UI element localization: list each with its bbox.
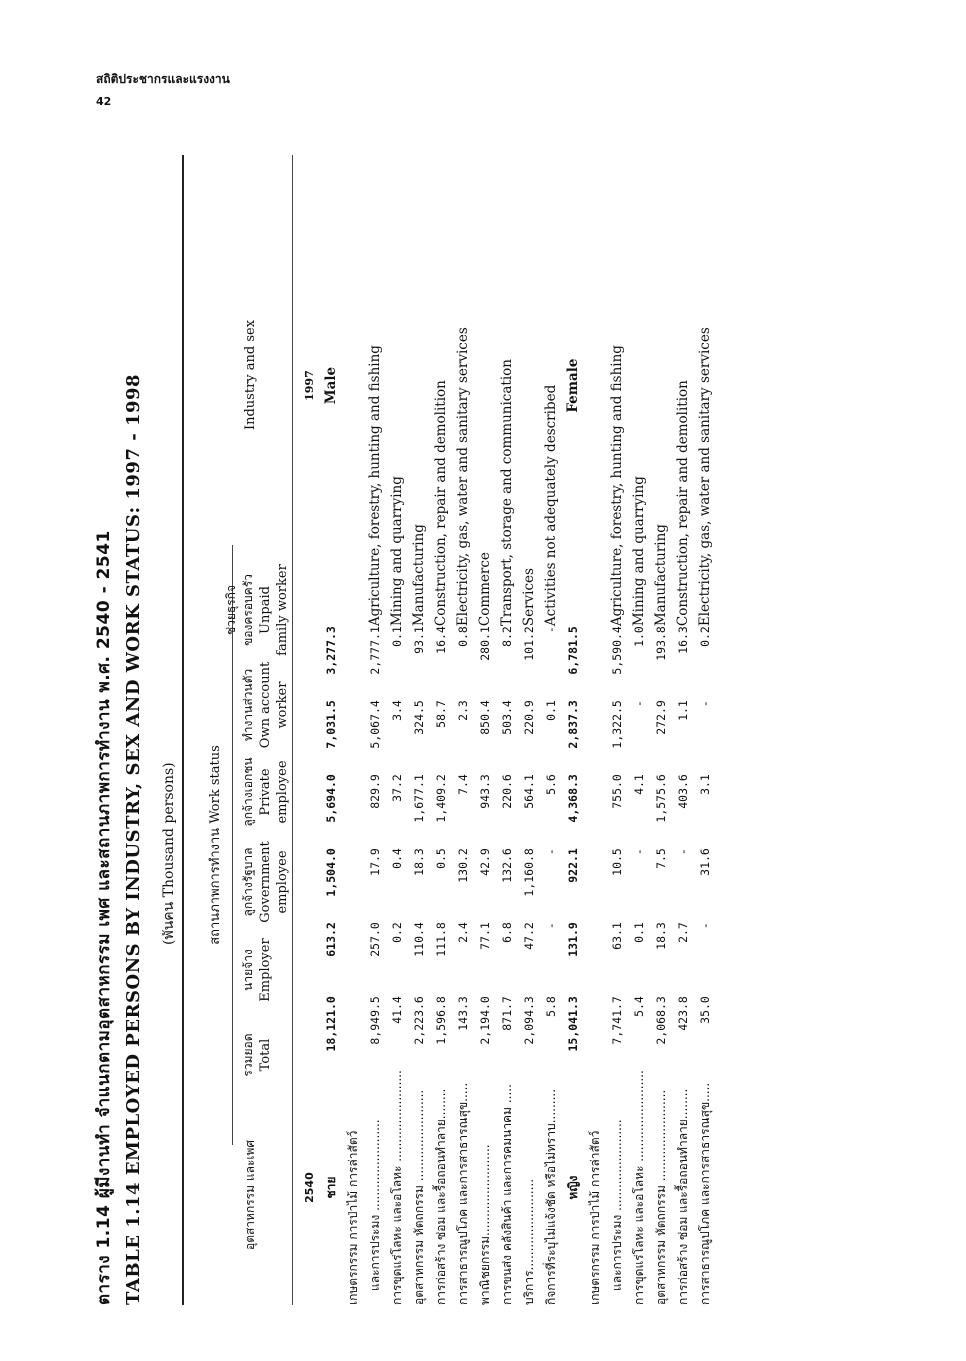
industry-en: Manufacturing — [411, 524, 427, 627]
col-employer: นายจ้าง Employer — [241, 938, 273, 1002]
table-row — [672, 145, 694, 1305]
industry-en: Electricity, gas, water and sanitary services — [697, 327, 713, 627]
value-cell: 17.9 — [368, 848, 382, 876]
female-total-value: 922.1 — [566, 848, 580, 883]
col-government: ลูกจ้างรัฐบาล Government employee — [241, 841, 290, 923]
male-total-value: 5,694.0 — [324, 774, 338, 823]
value-cell: 18.3 — [412, 848, 426, 876]
industry-th: บริการ........................ — [521, 1178, 536, 1305]
industry-en: Activities not adequately described — [543, 384, 559, 627]
value-cell: 1.1 — [676, 700, 690, 721]
value-cell: 132.6 — [500, 848, 514, 883]
industry-en: Construction, repair and demolition — [433, 380, 449, 627]
value-cell: 42.9 — [478, 848, 492, 876]
industry-th: เกษตรกรรม การป่าไม้ การล่าสัตว์ — [345, 1130, 360, 1305]
empty-cell — [342, 922, 364, 996]
value-cell: 3.4 — [390, 700, 404, 721]
value-cell: 6.8 — [500, 922, 514, 943]
value-cell: - — [544, 922, 558, 930]
industry-en: Manufacturing — [653, 524, 669, 627]
value-cell: 16.4 — [434, 626, 448, 654]
value-cell: 4.1 — [632, 774, 646, 795]
empty-cell — [298, 996, 320, 1070]
value-cell: 0.2 — [390, 922, 404, 943]
value-cell: 41.4 — [390, 996, 404, 1024]
value-cell: 101.2 — [522, 626, 536, 661]
table-row — [518, 145, 540, 1305]
table-row — [430, 145, 452, 1305]
year-row — [298, 145, 320, 1305]
value-cell: 18.3 — [654, 922, 668, 950]
industry-th: การขุดแร่โลหะ และอโลหะ ........................ — [389, 1070, 404, 1305]
empty-cell — [584, 996, 606, 1070]
title-thai: ตาราง 1.14 ผู้มีงานทำ จำแนกตามอุตสาหกรรม เพศ และสถานภาพการทำงาน พ.ศ. 2540 - 2541 — [94, 530, 114, 1305]
female-total-value: 131.9 — [566, 922, 580, 957]
value-cell: 77.1 — [478, 922, 492, 950]
value-cell: 0.1 — [390, 626, 404, 647]
industry-en: Mining and quarrying — [631, 476, 647, 627]
value-cell: 37.2 — [390, 774, 404, 802]
table-row — [606, 145, 628, 1305]
female-label-th: หญิง — [565, 1175, 580, 1200]
value-cell: 2,223.6 — [412, 996, 426, 1045]
empty-cell — [298, 626, 320, 700]
value-cell: 423.8 — [676, 996, 690, 1031]
table-row — [496, 145, 518, 1305]
col-private: ลูกจ้างเอกชน Private employee — [241, 757, 290, 827]
table-row — [540, 145, 562, 1305]
col-industry-th: อุตสาหกรรม และเพศ — [243, 1140, 257, 1251]
table-row — [364, 145, 386, 1305]
col-unpaid: ช่วยธุรกิจ ของครอบครัว Unpaid family worker — [224, 564, 290, 656]
value-cell: 871.7 — [500, 996, 514, 1031]
value-cell: 63.1 — [610, 922, 624, 950]
col-industry-en: Industry and sex — [243, 319, 258, 431]
female-label-en: Female — [565, 358, 581, 413]
value-cell: 280.1 — [478, 626, 492, 661]
value-cell: 31.6 — [698, 848, 712, 876]
value-cell: 2,068.3 — [654, 996, 668, 1045]
empty-cell — [584, 700, 606, 774]
empty-cell — [342, 774, 364, 848]
value-cell: 93.1 — [412, 626, 426, 654]
value-cell: 220.6 — [500, 774, 514, 809]
female-total-value: 2,837.3 — [566, 700, 580, 749]
value-cell: - — [544, 848, 558, 856]
industry-en: Commerce — [477, 552, 493, 627]
value-cell: - — [698, 922, 712, 930]
running-head: สถิติประชากรและแรงงาน — [96, 72, 230, 86]
value-cell: 193.8 — [654, 626, 668, 661]
value-cell: - — [676, 848, 690, 856]
value-cell: 2.3 — [456, 700, 470, 721]
header-rule — [292, 155, 293, 1305]
industry-th: การขนส่ง คลังสินค้า และการคมนาคม ..... — [499, 1084, 514, 1305]
male-label-en: Male — [323, 366, 339, 405]
value-cell: 8.2 — [500, 626, 514, 647]
value-cell: 324.5 — [412, 700, 426, 735]
value-cell: 110.4 — [412, 922, 426, 957]
table-title — [90, 155, 144, 1305]
value-cell: 1,575.6 — [654, 774, 668, 823]
value-cell: 5.4 — [632, 996, 646, 1017]
industry-en: Electricity, gas, water and sanitary services — [455, 327, 471, 627]
table-row — [474, 145, 496, 1305]
industry-en: Construction, repair and demolition — [675, 380, 691, 627]
value-cell: 220.9 — [522, 700, 536, 735]
male-total-value: 1,504.0 — [324, 848, 338, 897]
value-cell: 564.1 — [522, 774, 536, 809]
value-cell: 58.7 — [434, 700, 448, 728]
value-cell: 1,322.5 — [610, 700, 624, 749]
top-rule — [182, 155, 184, 1305]
empty-cell — [342, 626, 364, 700]
table-row — [386, 145, 408, 1305]
value-cell: 10.5 — [610, 848, 624, 876]
value-cell: 5,067.4 — [368, 700, 382, 749]
value-cell: 403.6 — [676, 774, 690, 809]
value-cell: 2.4 — [456, 922, 470, 943]
work-status-group-header: สถานภาพการทำงาน Work status — [208, 745, 223, 945]
female-total-value: 15,041.3 — [566, 996, 580, 1052]
value-cell: 1,160.8 — [522, 848, 536, 897]
value-cell: 272.9 — [654, 700, 668, 735]
table-row — [584, 145, 606, 1305]
value-cell: 2,094.3 — [522, 996, 536, 1045]
value-cell: 0.5 — [434, 848, 448, 869]
empty-cell — [584, 774, 606, 848]
industry-th: พาณิชยกรรม........................ — [477, 1144, 492, 1305]
value-cell: 0.4 — [390, 848, 404, 869]
female-total-value: 4,368.3 — [566, 774, 580, 823]
value-cell: 7,741.7 — [610, 996, 624, 1045]
value-cell: 130.2 — [456, 848, 470, 883]
value-cell: 5,590.4 — [610, 626, 624, 675]
page-header — [96, 70, 230, 108]
empty-cell — [584, 626, 606, 700]
female-total-row — [562, 145, 584, 1305]
male-total-value: 7,031.5 — [324, 700, 338, 749]
industry-en: Transport, storage and communication — [499, 359, 515, 627]
value-cell: 755.0 — [610, 774, 624, 809]
male-total-value: 3,277.3 — [324, 626, 338, 675]
value-cell: 0.8 — [456, 626, 470, 647]
page-number: 42 — [96, 95, 112, 108]
year-en: 1997 — [302, 370, 316, 401]
value-cell: 503.4 — [500, 700, 514, 735]
industry-th: การสาธารณูปโภค และการสาธารณสุข..... — [697, 1082, 712, 1305]
value-cell: 5.6 — [544, 774, 558, 795]
value-cell: 2,194.0 — [478, 996, 492, 1045]
empty-cell — [584, 145, 606, 626]
industry-th: อุตสาหกรรม หัตถกรรม ........................ — [653, 1089, 668, 1305]
value-cell: 0.2 — [698, 626, 712, 647]
industry-en: Agriculture, forestry, hunting and fishing — [609, 345, 625, 627]
empty-cell — [298, 774, 320, 848]
value-cell: 1,409.2 — [434, 774, 448, 823]
industry-th: การขุดแร่โลหะ และอโลหะ ........................ — [631, 1070, 646, 1305]
value-cell: 0.1 — [544, 700, 558, 721]
value-cell: 943.3 — [478, 774, 492, 809]
male-total-value: 613.2 — [324, 922, 338, 957]
unit-note: (พันคน Thousand persons) — [161, 762, 177, 945]
empty-cell — [342, 996, 364, 1070]
industry-en: Agriculture, forestry, hunting and fishing — [367, 345, 383, 627]
industry-en: Mining and quarrying — [389, 476, 405, 627]
empty-cell — [584, 848, 606, 922]
male-total-row — [320, 145, 342, 1305]
value-cell: - — [544, 626, 558, 634]
industry-en: Services — [521, 568, 537, 627]
value-cell: 3.1 — [698, 774, 712, 795]
value-cell: 1,677.1 — [412, 774, 426, 823]
empty-cell — [584, 922, 606, 996]
table-row — [650, 145, 672, 1305]
value-cell: 850.4 — [478, 700, 492, 735]
industry-th: การสาธารณูปโภค และการสาธารณสุข..... — [455, 1082, 470, 1305]
industry-th: การก่อสร้าง ซ่อม และรื้อถอนทำลาย........ — [433, 1088, 448, 1305]
table-row — [694, 145, 716, 1305]
col-own-account: ทำงานส่วนตัว Own account worker — [241, 661, 290, 749]
male-label-th: ชาย — [323, 1176, 338, 1199]
data-table — [298, 145, 716, 1305]
year-th: 2540 — [302, 1172, 316, 1203]
value-cell: 35.0 — [698, 996, 712, 1024]
industry-th: เกษตรกรรม การป่าไม้ การล่าสัตว์ — [587, 1130, 602, 1305]
industry-th: กิจการที่ระบุไม่แจ้งชัด หรือไม่ทราบ......... — [543, 1088, 558, 1305]
value-cell: 111.8 — [434, 922, 448, 957]
empty-cell — [342, 145, 364, 626]
value-cell: 2.7 — [676, 922, 690, 943]
value-cell: 5.8 — [544, 996, 558, 1017]
male-total-value: 18,121.0 — [324, 996, 338, 1052]
empty-cell — [342, 848, 364, 922]
value-cell: 47.2 — [522, 922, 536, 950]
value-cell: - — [632, 700, 646, 708]
value-cell: 1.0 — [632, 626, 646, 647]
title-english: TABLE 1.14 EMPLOYED PERSONS BY INDUSTRY, SEX AND WORK STATUS: 1997 - 1998 — [123, 373, 144, 1305]
value-cell: 7.4 — [456, 774, 470, 795]
value-cell: - — [698, 700, 712, 708]
table-row — [408, 145, 430, 1305]
value-cell: 829.9 — [368, 774, 382, 809]
col-total: รวมยอด Total — [241, 1033, 273, 1077]
value-cell: 16.3 — [676, 626, 690, 654]
value-cell: 2,777.1 — [368, 626, 382, 675]
value-cell: 1,596.8 — [434, 996, 448, 1045]
rotated-table-page — [80, 105, 840, 1305]
value-cell: 7.5 — [654, 848, 668, 869]
industry-th-cont: และการประมง ........................ — [367, 1119, 382, 1291]
value-cell: 8,949.5 — [368, 996, 382, 1045]
empty-cell — [342, 700, 364, 774]
table-row — [452, 145, 474, 1305]
value-cell: 143.3 — [456, 996, 470, 1031]
value-cell: - — [632, 848, 646, 856]
table-row — [628, 145, 650, 1305]
empty-cell — [298, 922, 320, 996]
table-row — [342, 145, 364, 1305]
empty-cell — [298, 700, 320, 774]
female-total-value: 6,781.5 — [566, 626, 580, 675]
industry-th: อุตสาหกรรม หัตถกรรม ........................ — [411, 1089, 426, 1305]
industry-th-cont: และการประมง ........................ — [609, 1119, 624, 1291]
value-cell: 257.0 — [368, 922, 382, 957]
industry-th: การก่อสร้าง ซ่อม และรื้อถอนทำลาย........ — [675, 1088, 690, 1305]
empty-cell — [298, 848, 320, 922]
value-cell: 0.1 — [632, 922, 646, 943]
